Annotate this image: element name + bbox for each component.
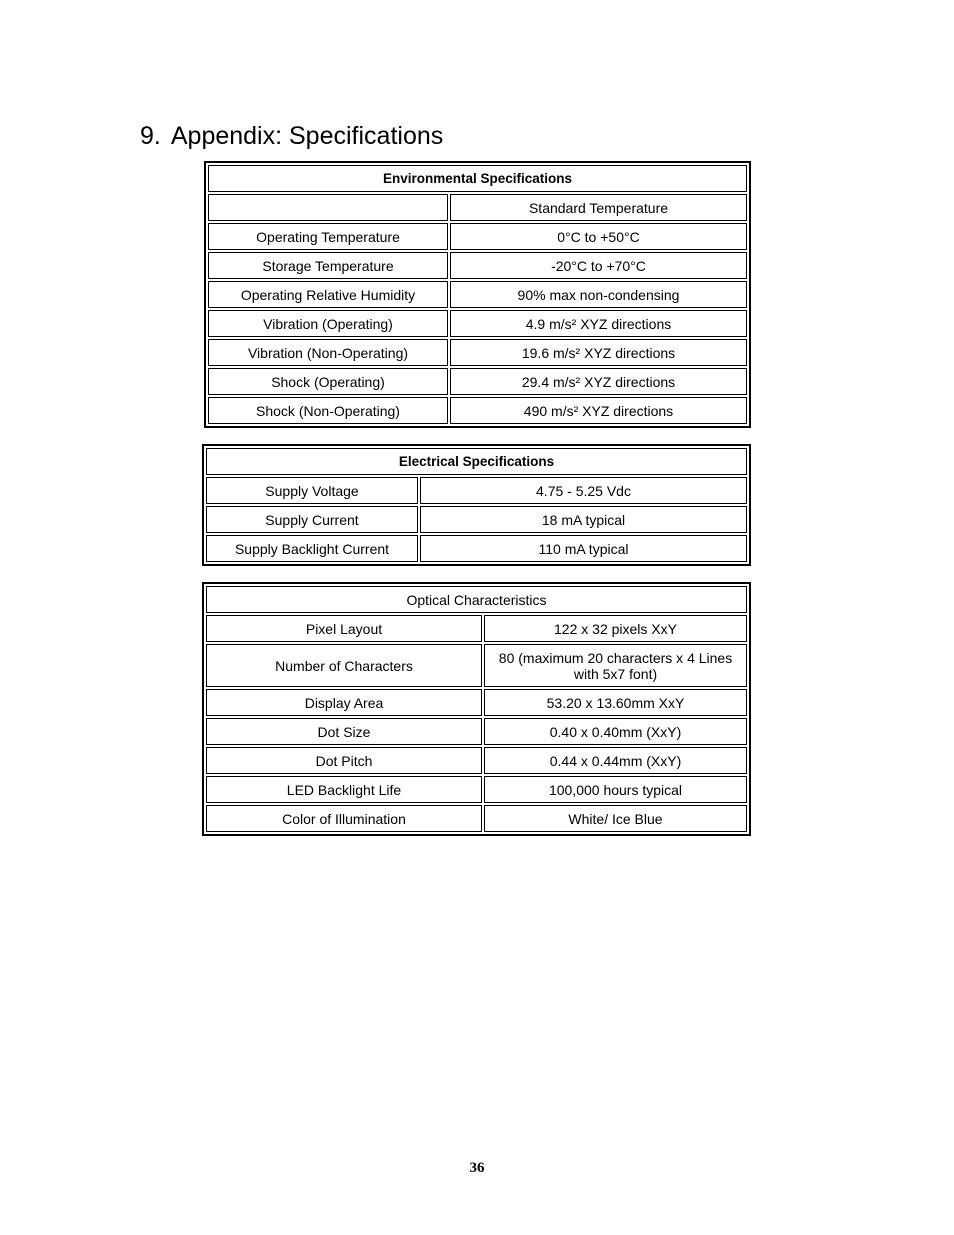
page-title	[140, 118, 443, 154]
row-label: Display Area	[206, 689, 482, 716]
table-heading: Optical Characteristics	[206, 586, 747, 613]
row-label: Vibration (Operating)	[208, 310, 448, 337]
row-value: 122 x 32 pixels XxY	[484, 615, 747, 642]
table-row	[206, 776, 747, 803]
table-heading: Environmental Specifications	[208, 165, 747, 192]
column-header-row	[208, 194, 747, 221]
row-label: Operating Relative Humidity	[208, 281, 448, 308]
row-value: 4.75 - 5.25 Vdc	[420, 477, 747, 504]
table-row	[208, 252, 747, 279]
table-row	[208, 368, 747, 395]
table-row	[206, 805, 747, 832]
table-row	[206, 747, 747, 774]
electrical-specifications-table	[202, 444, 751, 566]
row-label: Supply Current	[206, 506, 418, 533]
row-label: Supply Voltage	[206, 477, 418, 504]
row-value: 0°C to +50°C	[450, 223, 747, 250]
table-heading: Electrical Specifications	[206, 448, 747, 475]
row-value: 18 mA typical	[420, 506, 747, 533]
section-title: Appendix: Specifications	[170, 122, 444, 150]
empty-header-cell	[208, 194, 448, 221]
row-label: Pixel Layout	[206, 615, 482, 642]
environmental-specifications-table	[204, 161, 751, 428]
table-header-row	[206, 586, 747, 613]
row-value: 490 m/s² XYZ directions	[450, 397, 747, 424]
row-value: 29.4 m/s² XYZ directions	[450, 368, 747, 395]
row-label: Color of Illumination	[206, 805, 482, 832]
column-header-standard-temperature: Standard Temperature	[450, 194, 747, 221]
row-label: Number of Characters	[206, 644, 482, 687]
table-row	[206, 689, 747, 716]
row-value: 4.9 m/s² XYZ directions	[450, 310, 747, 337]
row-value: 53.20 x 13.60mm XxY	[484, 689, 747, 716]
row-value: 110 mA typical	[420, 535, 747, 562]
row-value: 0.40 x 0.40mm (XxY)	[484, 718, 747, 745]
table-header-row	[208, 165, 747, 192]
table-row	[208, 397, 747, 424]
row-value: 80 (maximum 20 characters x 4 Lines with 5x7 font)	[484, 644, 747, 687]
table-row	[208, 310, 747, 337]
row-label: Storage Temperature	[208, 252, 448, 279]
table-row	[208, 281, 747, 308]
table-row	[206, 477, 747, 504]
table-row	[208, 223, 747, 250]
row-value: White/ Ice Blue	[484, 805, 747, 832]
row-label: Shock (Non-Operating)	[208, 397, 448, 424]
row-label: Operating Temperature	[208, 223, 448, 250]
row-label: LED Backlight Life	[206, 776, 482, 803]
row-label: Dot Pitch	[206, 747, 482, 774]
table-row	[208, 339, 747, 366]
row-value: 19.6 m/s² XYZ directions	[450, 339, 747, 366]
row-label: Vibration (Non-Operating)	[208, 339, 448, 366]
row-label: Supply Backlight Current	[206, 535, 418, 562]
section-number: 9.	[140, 122, 161, 150]
table-header-row	[206, 448, 747, 475]
page-number: 36	[469, 1160, 485, 1176]
table-row	[206, 535, 747, 562]
table-row	[206, 506, 747, 533]
table-row	[206, 718, 747, 745]
row-label: Shock (Operating)	[208, 368, 448, 395]
row-value: 90% max non-condensing	[450, 281, 747, 308]
row-value: -20°C to +70°C	[450, 252, 747, 279]
table-row	[206, 615, 747, 642]
table-row	[206, 644, 747, 687]
row-value: 100,000 hours typical	[484, 776, 747, 803]
row-label: Dot Size	[206, 718, 482, 745]
optical-characteristics-table	[202, 582, 751, 836]
row-value: 0.44 x 0.44mm (XxY)	[484, 747, 747, 774]
